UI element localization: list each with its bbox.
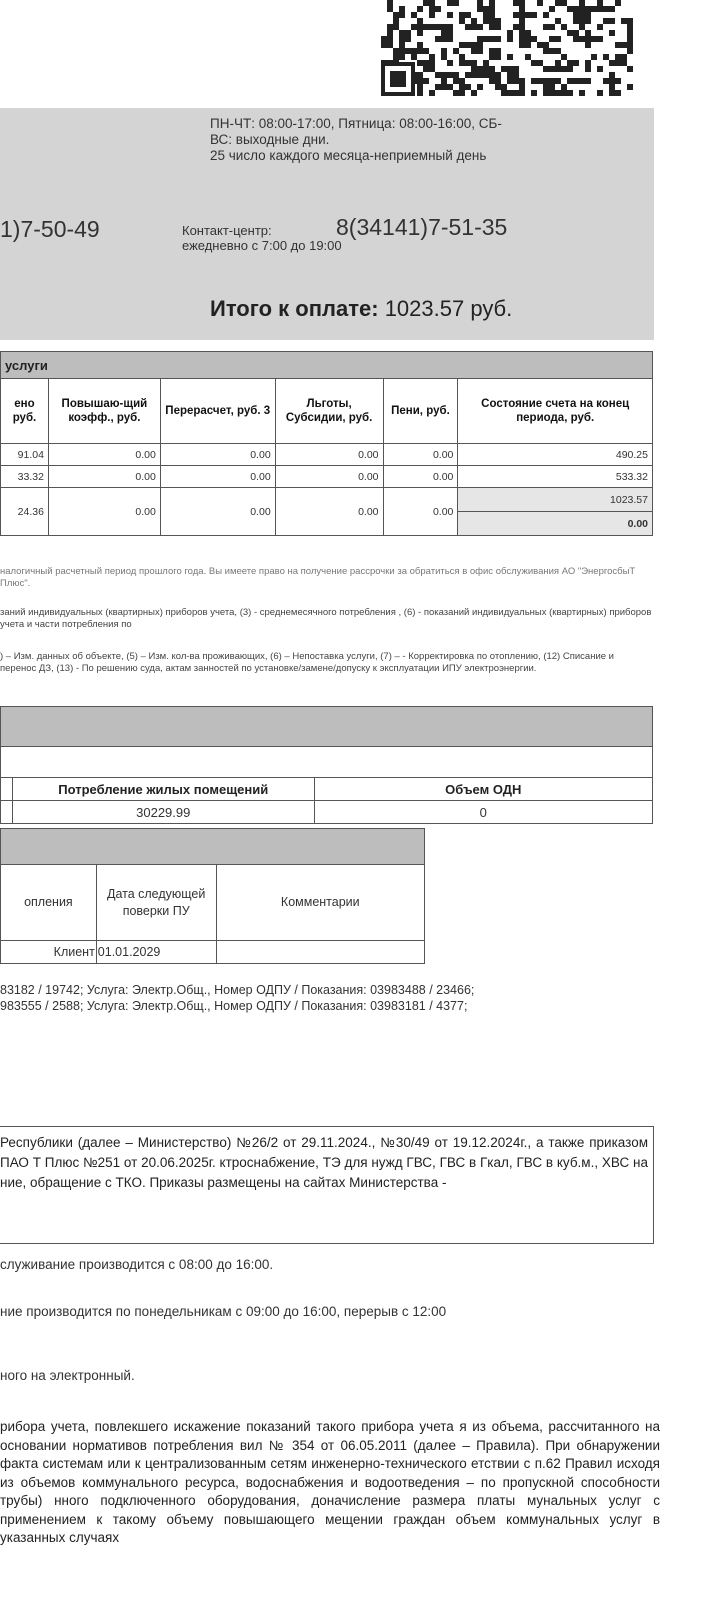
cell: 91.04 <box>1 444 49 466</box>
cell: 0.00 <box>160 444 275 466</box>
service-hours-text: служивание производится с 08:00 до 16:00. <box>0 1257 274 1272</box>
cell: 0.00 <box>458 512 653 536</box>
col-header: Дата следующей поверки ПУ <box>96 865 216 941</box>
odpu-readings <box>0 982 690 1014</box>
col-header: Состояние счета на конец периода, руб. <box>458 379 653 444</box>
cell: 24.36 <box>1 488 49 536</box>
col-header: опления <box>1 865 97 941</box>
note-recalculation-codes: ) – Изм. данных об объекте, (5) – Изм. кол-ва проживающих, (6) – Непоставка услуги, (7) – - Корректировка по отоплению, (12) Списание и перенос ДЗ, (13) - По решению суда, актам занностей по установке/замене/допуску к эксплуатации ИПУ электроэнергии. <box>0 651 614 674</box>
cell: 0.00 <box>160 466 275 488</box>
cell: 0.00 <box>383 488 458 536</box>
hours-line-1: ПН-ЧТ: 08:00-17:00, Пятница: 08:00-16:00, СБ- <box>210 116 502 131</box>
cell: 0.00 <box>275 444 383 466</box>
contact-label-2: ежедневно с 7:00 до 19:00 <box>182 238 342 253</box>
cell: 0.00 <box>48 488 160 536</box>
table-row-total <box>1 488 653 512</box>
tariff-info-text: Республики (далее – Министерство) №26/2 от 29.11.2024., №30/49 от 19.12.2024г., а также приказом ПАО Т Плюс №251 от 20.06.2025г. ктроснабжение, ТЭ для нужд ГВС, ГВС в Гкал, ГВС в куб.м., ХВС на ние, обращение с ТКО. Приказы размещены на сайтах Министерства - <box>0 1135 648 1190</box>
cell: 0.00 <box>275 466 383 488</box>
office-phone: 1)7-50-49 <box>0 216 100 242</box>
cell <box>216 941 424 964</box>
col-header: ено руб. <box>1 379 49 444</box>
cell: 0.00 <box>160 488 275 536</box>
col-header: Перерасчет, руб. 3 <box>160 379 275 444</box>
reception-hours-text: ние производится по понедельникам с 09:00 до 16:00, перерыв с 12:00 <box>0 1304 447 1319</box>
note-installment: налогичный расчетный период прошлого года. Вы имеете право на получение рассрочки за обратиться в офис обслуживания АО "ЭнергосбыТ Плюс". <box>0 566 636 589</box>
note-calculation-method: заний индивидуальных (квартирных) приборов учета, (3) - среднемесячного потребления , (6) - показаний индивидуальных (квартирных) приборов учета и части потребления по <box>0 607 652 630</box>
cell: 30229.99 <box>12 801 314 824</box>
cell: 33.32 <box>1 466 49 488</box>
hours-line-2: ВС: выходные дни. <box>210 132 330 147</box>
total-label: Итого к оплате: <box>210 296 379 321</box>
odpu-line-1: 83182 / 19742; Услуга: Электр.Общ., Номер ОДПУ / Показания: 03983488 / 23466; <box>0 983 475 997</box>
contact-center-label <box>182 223 342 253</box>
table-row <box>1 444 653 466</box>
cell: 0.00 <box>383 444 458 466</box>
col-header: Потребление жилых помещений <box>12 778 314 801</box>
col-header: Повышаю-щий коэфф., руб. <box>48 379 160 444</box>
cell: 0.00 <box>48 466 160 488</box>
office-hours <box>210 116 650 164</box>
contact-label-1: Контакт-центр: <box>182 223 272 238</box>
total-value: 1023.57 руб. <box>384 296 513 321</box>
odpu-line-2: 983555 / 2588; Услуга: Электр.Общ., Номер ОДПУ / Показания: 03983181 / 4377; <box>0 999 468 1013</box>
col-header: Комментарии <box>216 865 424 941</box>
metering-device-table <box>0 828 425 964</box>
col-header: Пени, руб. <box>383 379 458 444</box>
table-row <box>1 466 653 488</box>
col-header: Объем ОДН <box>314 778 652 801</box>
cell: 1023.57 <box>458 488 653 512</box>
cell: 490.25 <box>458 444 653 466</box>
services-caption: услуги <box>1 352 653 379</box>
electronic-bill-text: ного на электронный. <box>0 1368 135 1383</box>
cell: 0.00 <box>383 466 458 488</box>
cell: 533.32 <box>458 466 653 488</box>
odn-caption-bar <box>1 707 653 747</box>
contact-center-phone: 8(34141)7-51-35 <box>336 214 508 240</box>
pu-caption-bar <box>1 829 425 865</box>
services-table <box>0 351 653 536</box>
hours-line-3: 25 число каждого месяца-неприемный день <box>210 148 487 163</box>
total-to-pay <box>210 296 512 322</box>
cell: 0.00 <box>48 444 160 466</box>
col-header: Льготы, Субсидии, руб. <box>275 379 383 444</box>
cell: 01.01.2029 <box>96 941 216 964</box>
cell: 0 <box>314 801 652 824</box>
cell: 0.00 <box>275 488 383 536</box>
qr-code <box>381 0 633 98</box>
meter-tampering-text: рибора учета, повлекшего искажение показаний такого прибора учета я из объема, рассчитанного на основании нормативов потребления вил № 354 от 06.05.2011 (далее – Правила). При обнаружении факта системам или к централизованным сетям инженерно-технического етствии с п.62 Правил исходя из объемов коммунального ресурса, водоснабжения и водоотведения – по пропускной способности трубы) нного подключенного оборудования, доначисление размера платы мунальных услуг с применением к такому объему повышающего мещении граждан объем коммунальных услуг в указанных случаях <box>0 1419 660 1545</box>
cell: Клиент <box>1 941 97 964</box>
odn-table <box>0 706 653 824</box>
